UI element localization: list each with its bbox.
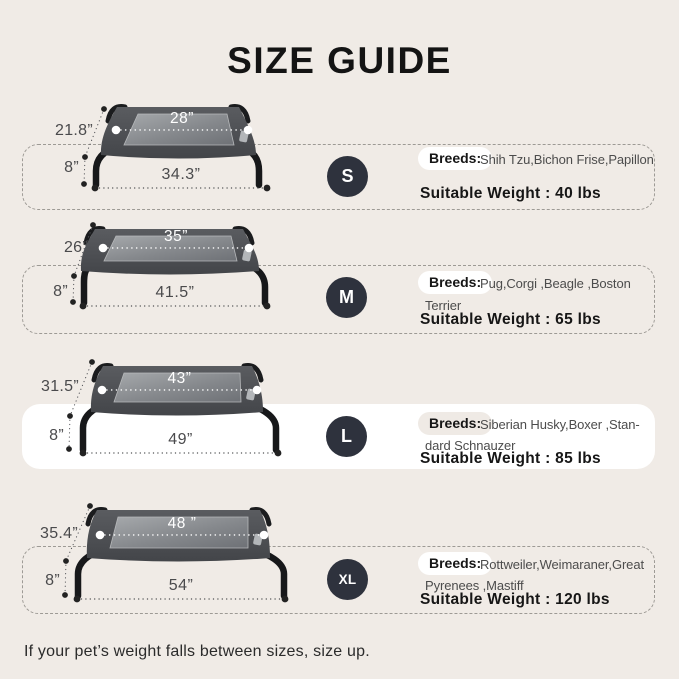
dimension-dot	[82, 154, 88, 160]
overall-height-label: 31.5”	[41, 378, 79, 395]
dimension-dot	[92, 185, 99, 192]
base-width-label: 34.3”	[161, 166, 201, 183]
size-badge-s: S	[327, 156, 368, 197]
leg-height-guide-line	[65, 561, 66, 595]
breeds-list-l-line2: dard Schnauzer	[425, 438, 516, 453]
dimension-dot	[80, 303, 87, 310]
dimension-dot	[101, 106, 107, 112]
dimension-dot	[62, 592, 68, 598]
suitable-weight-xl: Suitable Weight : 120 lbs	[420, 591, 610, 608]
dimension-dot	[63, 558, 69, 564]
leg-height-label: 8”	[64, 159, 79, 176]
dimension-dot	[264, 185, 271, 192]
dimension-dot	[245, 244, 254, 253]
dimension-dot	[74, 596, 81, 603]
leg-height-guide-line	[69, 416, 70, 449]
leg-height-label: 8”	[49, 427, 64, 444]
overall-height-label: 21.8”	[55, 122, 93, 139]
dimension-dot	[66, 446, 72, 452]
dimension-dot	[275, 450, 282, 457]
breeds-list-xl-line2: Pyrenees ,Mastiff	[425, 578, 524, 593]
dimension-dot	[260, 531, 269, 540]
surface-width-label: 48 ”	[167, 515, 197, 532]
breeds-list-m-line1: Pug,Corgi ,Beagle ,Boston	[480, 276, 631, 291]
dimension-dot	[282, 596, 289, 603]
dimension-dot	[70, 299, 76, 305]
leg-height-guide-line	[73, 276, 74, 302]
base-width-label: 54”	[168, 577, 194, 594]
bed-illustration-s	[55, 106, 270, 191]
leg-height-label: 8”	[53, 283, 68, 300]
dimension-dot	[112, 126, 121, 135]
breeds-list-m-line2: Terrier	[425, 298, 462, 313]
suitable-weight-m: Suitable Weight : 65 lbs	[420, 311, 601, 328]
breeds-label-l: Breeds:	[418, 412, 492, 435]
breeds-list-l-line1: Siberian Husky,Boxer ,Stan-	[480, 417, 640, 432]
size-badge-l: L	[326, 416, 367, 457]
bed-illustration-xl	[40, 503, 288, 602]
leg-height-label: 8”	[45, 572, 60, 589]
base-width-label: 49”	[168, 431, 193, 448]
dimension-dot	[71, 273, 77, 279]
surface-width-label: 35”	[164, 228, 188, 245]
dimension-dot	[87, 503, 93, 509]
dimension-dot	[98, 386, 107, 395]
sizing-footnote: If your pet’s weight falls between sizes, size up.	[24, 643, 370, 660]
size-badge-m: M	[326, 277, 367, 318]
dimension-dot	[81, 181, 87, 187]
dimension-dot	[99, 244, 108, 253]
size-badge-xl: XL	[327, 559, 368, 600]
dimension-dot	[67, 413, 73, 419]
overall-height-label: 26”	[63, 239, 88, 256]
breeds-list-xl-line1: Rottweiler,Weimaraner,Great	[480, 557, 644, 572]
dimension-dot	[264, 303, 271, 310]
suitable-weight-l: Suitable Weight : 85 lbs	[420, 450, 601, 467]
suitable-weight-s: Suitable Weight : 40 lbs	[420, 185, 601, 202]
breeds-list-s-line1: Shih Tzu,Bichon Frise,Papillon	[480, 152, 654, 167]
dimension-dot	[96, 531, 105, 540]
surface-width-label: 43”	[167, 370, 192, 387]
bed-illustration-m	[53, 222, 270, 309]
breeds-label-s: Breeds:	[418, 147, 492, 170]
dimension-dot	[89, 359, 95, 365]
dimension-dot	[80, 450, 87, 457]
dimension-dot	[253, 386, 262, 395]
dimension-dot	[244, 126, 253, 135]
bed-illustration-l	[41, 359, 281, 456]
dimension-dot	[90, 222, 96, 228]
leg-height-guide-line	[84, 157, 85, 184]
overall-height-label: 35.4”	[40, 525, 78, 542]
breeds-label-m: Breeds:	[418, 271, 492, 294]
surface-width-label: 28”	[170, 110, 194, 127]
breeds-label-xl: Breeds:	[418, 552, 492, 575]
base-width-label: 41.5”	[155, 284, 195, 301]
page-title: SIZE GUIDE	[227, 40, 452, 81]
